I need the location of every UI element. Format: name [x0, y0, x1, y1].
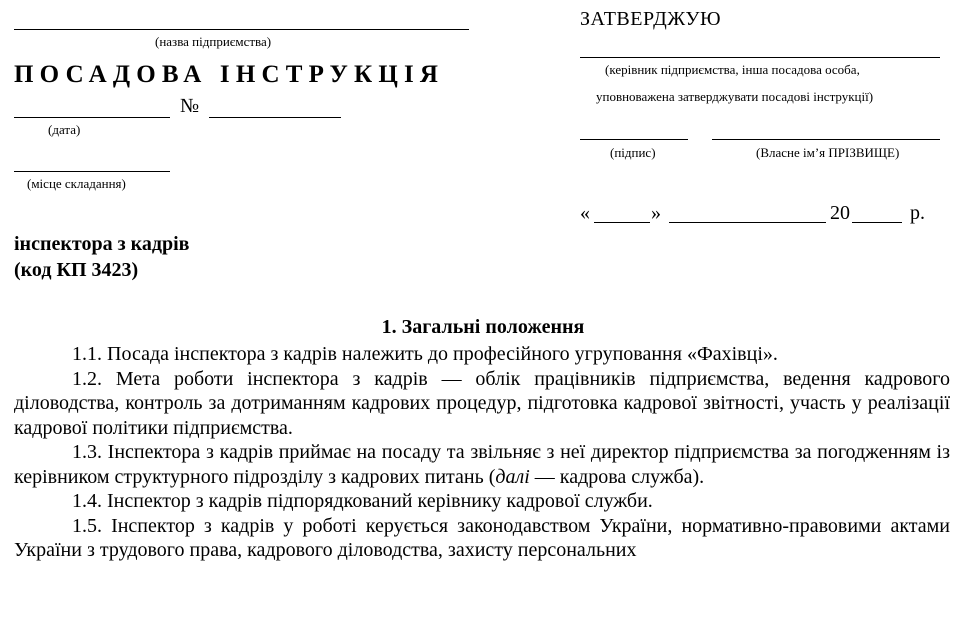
- approver-caption-1: (керівник підприємства, інша посадова особа,: [605, 62, 860, 77]
- paragraph-1-2: 1.2. Мета роботи інспектора з кадрів — облік працівників підприємства, ведення кадрового діловодства, контроль за дотриманням кадрових процедур, підготовка кадрової звітності, участь у реалізації кадрової політики підприємства.: [14, 367, 950, 439]
- full-name-caption: (Власне ім’я ПРІЗВИЩЕ): [756, 145, 900, 160]
- place-caption: (місце складання): [27, 176, 126, 191]
- paragraph-1-3-tail: — кадрова служба).: [529, 465, 705, 488]
- paragraph-1-3-italic: далі: [495, 465, 530, 488]
- enterprise-name-line: [14, 29, 469, 30]
- approver-line: [580, 57, 940, 58]
- approval-year-suffix: р.: [910, 202, 925, 224]
- document-title: ПОСАДОВА ІНСТРУКЦІЯ: [14, 61, 445, 88]
- approver-caption-2: уповноважена затверджувати посадові інструкції): [596, 89, 874, 104]
- place-line: [14, 171, 170, 172]
- full-name-line: [712, 139, 940, 140]
- section-heading: 1. Загальні положення: [381, 316, 585, 338]
- approve-label: ЗАТВЕРДЖУЮ: [580, 8, 722, 30]
- approval-month-line: [669, 222, 826, 223]
- number-sign: №: [180, 95, 200, 117]
- paragraph-1-3: [14, 440, 950, 489]
- date-caption: (дата): [48, 122, 81, 137]
- number-line: [209, 117, 341, 118]
- approval-date-open-quote: «: [580, 202, 590, 224]
- approval-date-close-quote: »: [651, 202, 661, 224]
- paragraph-1-4: 1.4. Інспектор з кадрів підпорядкований керівнику кадрової служби.: [72, 490, 653, 512]
- paragraph-1-3-text: 1.3. Інспектора з кадрів приймає на посаду та звільняє з неї директор підприємства за погодженням із керівником структурного підрозділу з кадрових питань (: [14, 441, 950, 488]
- approval-day-line: [594, 222, 650, 223]
- paragraph-1-1: 1.1. Посада інспектора з кадрів належить до професійного угруповання «Фахівці».: [72, 343, 778, 365]
- date-line: [14, 117, 170, 118]
- signature-caption: (підпис): [610, 145, 656, 160]
- position-title: інспектора з кадрів: [14, 233, 190, 255]
- enterprise-name-caption: (назва підприємства): [155, 34, 272, 49]
- approval-year-line: [852, 222, 902, 223]
- position-code: (код КП 3423): [14, 259, 139, 281]
- signature-line: [580, 139, 688, 140]
- paragraph-1-5: 1.5. Інспектор з кадрів у роботі керується законодавством України, нормативно-правовими актами України з трудового права, кадрового діловодства, захисту персональних: [14, 514, 950, 561]
- approval-year-prefix: 20: [830, 202, 850, 224]
- section-body: [14, 342, 950, 563]
